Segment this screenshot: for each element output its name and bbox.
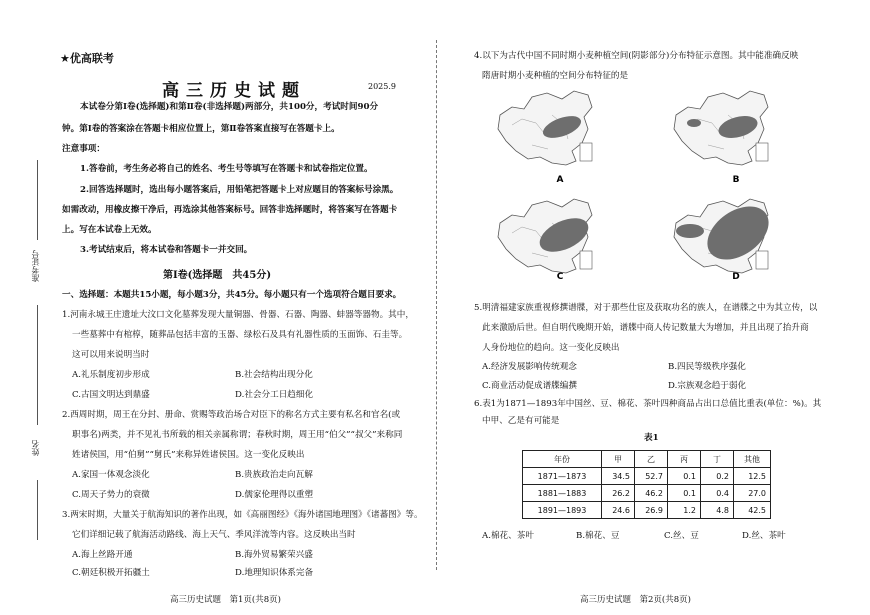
table-cell: 24.6 (602, 502, 635, 519)
section-instruction: 一、选择题：本题共15小题，每小题3分，共45分。每小题只有一个选项符合题目要求。 (62, 290, 402, 300)
table-cell: 0.2 (701, 468, 734, 485)
notes-heading: 注意事项： (62, 144, 105, 154)
export-share-table (522, 450, 771, 519)
wheat-shade (676, 224, 704, 238)
table-row (523, 502, 771, 519)
map-label-d: D (732, 272, 740, 282)
question-2-stem: 姓诸侯国，用“伯舅”“舅氏”来称异姓诸侯国。这一变化反映出 (72, 450, 305, 460)
table-cell: 26.9 (635, 502, 668, 519)
table-caption: 表1 (644, 433, 659, 443)
south-sea-inset (580, 143, 592, 161)
question-3-stem: 它们详细记载了航海活动路线、海上天气、季风洋流等内容。这反映出当时 (72, 530, 356, 540)
map-d[interactable] (674, 195, 778, 273)
map-c[interactable] (498, 199, 593, 273)
option-b[interactable]: B.四民等级秩序强化 (668, 362, 746, 372)
table-header: 甲 (602, 451, 635, 468)
page-divider (436, 40, 437, 570)
note-line: 3.考试结束后，将本试卷和答题卡一并交回。 (80, 245, 253, 255)
intro-line: 本试卷分第Ⅰ卷(选择题)和第Ⅱ卷(非选择题)两部分，共100分，考试时间90分 (80, 102, 379, 112)
note-line: 如需改动，用橡皮擦干净后，再选涂其他答案标号。回答非选择题时，将答案写在答题卡 (62, 205, 398, 215)
option-d[interactable]: D.宗族观念趋于弱化 (668, 381, 747, 391)
option-c[interactable]: C.古国文明达到鼎盛 (72, 390, 150, 400)
exam-title: 高三历史试题 (162, 81, 306, 101)
question-1-stem: 这可以用来说明当时 (72, 350, 150, 360)
page-footer: 高三历史试题 第2页(共8页) (580, 595, 691, 605)
binding-line (37, 480, 38, 540)
table-row (523, 485, 771, 502)
table-header-row (523, 451, 771, 468)
question-3-stem: 3.两宋时期，大量关于航海知识的著作出现，如《高丽图经》《海外诸国地理图》《诸蕃图》等。 (62, 510, 423, 520)
table-row (523, 468, 771, 485)
south-sea-inset (580, 251, 592, 269)
binding-line (37, 160, 38, 240)
table-cell: 27.0 (734, 485, 771, 502)
table-cell: 1871—1873 (523, 468, 602, 485)
question-5-stem: 5.明清福建家族重视修撰谱牒，对于那些仕宦及获取功名的族人，在谱牒之中为其立传，以 (474, 303, 818, 313)
table-cell: 0.1 (668, 485, 701, 502)
option-b[interactable]: B.贵族政治走向瓦解 (235, 470, 313, 480)
option-b[interactable]: B.棉花、豆 (576, 531, 620, 541)
side-label-name: 姓名 (31, 440, 40, 456)
table-header: 乙 (635, 451, 668, 468)
question-2-stem: 2.西周时期，周王在分封、册命、赏赐等政治场合对臣下的称名方式主要有私名和官名(或 (62, 410, 401, 420)
option-d[interactable]: D.丝、茶叶 (742, 531, 786, 541)
option-c[interactable]: C.丝、豆 (664, 531, 699, 541)
section-title: 第Ⅰ卷(选择题 共45分) (163, 270, 272, 281)
question-4-stem: 4.以下为古代中国不同时期小麦种植空间(阴影部分)分布特征示意图。其中能准确反映 (474, 51, 799, 61)
question-1-stem: 一些墓葬中有棺椁，随葬品包括丰富的玉器、绿松石及具有礼器性质的玉面饰、石圭等。 (72, 330, 408, 340)
question-6-stem: 6.表1为1871—1893年中国丝、豆、棉花、茶叶四种商品占出口总值比重表(单位：%)。其 (474, 399, 822, 409)
option-a[interactable]: A.棉花、茶叶 (482, 531, 534, 541)
note-line: 2.回答选择题时，选出每小题答案后，用铅笔把答题卡上对应题目的答案标号涂黑。 (80, 185, 399, 195)
table-cell: 1881—1883 (523, 485, 602, 502)
table-cell: 46.2 (635, 485, 668, 502)
option-d[interactable]: D.社会分工日趋细化 (235, 390, 314, 400)
option-a[interactable]: A.经济发展影响传统观念 (482, 362, 577, 372)
option-c[interactable]: C.周天子势力的衰微 (72, 490, 150, 500)
question-6-stem: 中甲、乙是有可能是 (482, 416, 560, 426)
table-cell: 52.7 (635, 468, 668, 485)
wheat-shade (687, 119, 701, 127)
table-cell: 34.5 (602, 468, 635, 485)
table-header: 年份 (523, 451, 602, 468)
note-line: 上。写在本试卷上无效。 (62, 225, 157, 235)
south-sea-inset (756, 251, 768, 269)
map-b[interactable] (674, 91, 768, 165)
option-c[interactable]: C.朝廷积极开拓疆土 (72, 568, 150, 578)
option-b[interactable]: B.海外贸易繁荣兴盛 (235, 550, 313, 560)
option-b[interactable]: B.社会结构出现分化 (235, 370, 313, 380)
question-4-stem: 隋唐时期小麦种植的空间分布特征的是 (482, 71, 629, 81)
intro-line: 钟。第Ⅰ卷的答案涂在答题卡相应位置上，第Ⅱ卷答案直接写在答题卡上。 (62, 124, 340, 134)
table-cell: 0.1 (668, 468, 701, 485)
question-2-stem: 职事名)两类，并不见礼书所载的相关亲属称谓；春秋时期，周王用“伯父”“叔父”来称同 (72, 430, 403, 440)
note-line: 1.答卷前，考生务必将自己的姓名、考生号等填写在答题卡和试卷指定位置。 (80, 164, 373, 174)
table-header: 丙 (668, 451, 701, 468)
page-footer: 高三历史试题 第1页(共8页) (170, 595, 281, 605)
question-1-stem: 1.河南永城王庄遗址大汶口文化墓葬发现大量铜器、骨器、石器、陶器、蚌器等器物。其中， (62, 310, 414, 320)
question-5-stem: 此来激励后世。但自明代晚期开始，谱牒中商人传记数量大为增加，并且出现了抬升商 (482, 323, 809, 333)
wheat-distribution-maps (490, 85, 810, 285)
table-header: 其他 (734, 451, 771, 468)
table-cell: 26.2 (602, 485, 635, 502)
map-label-c: C (556, 272, 564, 282)
map-label-a: A (556, 175, 564, 185)
table-cell: 42.5 (734, 502, 771, 519)
side-label-exam-number: 准考证号 (31, 250, 40, 282)
table-cell: 4.8 (701, 502, 734, 519)
map-a[interactable] (498, 91, 592, 165)
table-cell: 1.2 (668, 502, 701, 519)
binding-line (37, 305, 38, 425)
option-c[interactable]: C.商业活动促成谱牒编撰 (482, 381, 577, 391)
table-cell: 12.5 (734, 468, 771, 485)
question-5-stem: 人身份地位的趋向。这一变化反映出 (482, 343, 620, 353)
option-d[interactable]: D.地理知识体系完备 (235, 568, 314, 578)
table-cell: 0.4 (701, 485, 734, 502)
exam-date: 2025.9 (368, 82, 396, 91)
option-a[interactable]: A.礼乐制度初步形成 (72, 370, 150, 380)
option-d[interactable]: D.儒家伦理得以重塑 (235, 490, 314, 500)
option-a[interactable]: A.海上丝路开通 (72, 550, 133, 560)
brand-label: ★优高联考 (60, 52, 114, 65)
table-cell: 1891—1893 (523, 502, 602, 519)
map-label-b: B (732, 175, 740, 185)
table-header: 丁 (701, 451, 734, 468)
south-sea-inset (756, 143, 768, 161)
option-a[interactable]: A.家国一体观念淡化 (72, 470, 150, 480)
